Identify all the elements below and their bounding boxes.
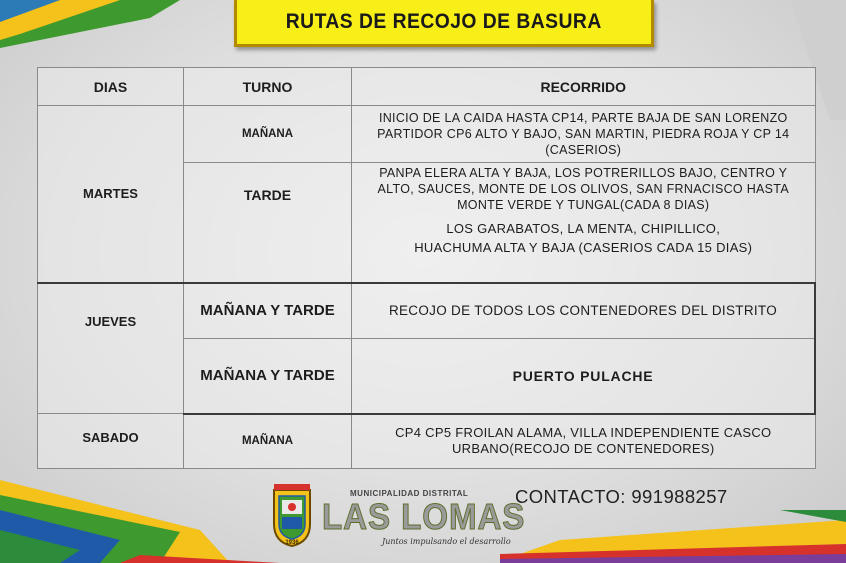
table-row [38,283,816,339]
route-martes-tarde-1: PANPA ELERA ALTA Y BAJA, LOS POTRERILLOS BAJO, CENTRO Y ALTO, SAUCES, MONTE DE LOS OLIVOS, SAN FRNACISCO HASTA MONTE VERDE Y TUNGAL(CADA 8 DIAS) [377,166,789,212]
route-martes-tarde-2: LOS GARABATOS, LA MENTA, CHIPILLICO, HUACHUMA ALTA Y BAJA (CASERIOS CADA 15 DIAS) [414,221,753,255]
route-martes-tarde [352,163,816,283]
day-jueves: JUEVES [38,283,184,414]
route-jueves-1: RECOJO DE TODOS LOS CONTENEDORES DEL DISTRITO [352,283,816,339]
turno-sabado-manana: MAÑANA [184,414,352,469]
table-row [38,414,816,469]
turno-martes-manana: MAÑANA [184,106,352,163]
day-sabado: SABADO [38,414,184,469]
municipality-name: LAS LOMAS [322,496,526,537]
bottom-right-decoration [500,510,846,563]
municipality-slogan: Juntos impulsando el desarrollo [382,537,511,546]
route-sabado-manana: CP4 CP5 FROILAN ALAMA, VILLA INDEPENDIENTE CASCO URBANO(RECOJO DE CONTENEDORES) [352,414,816,469]
crest-year: 1936 [285,540,299,546]
top-left-decoration [0,0,180,50]
turno-jueves-2: MAÑANA Y TARDE [184,339,352,414]
contact-phone: CONTACTO: 991988257 [515,486,728,507]
municipality-label: MUNICIPALIDAD DISTRITAL [350,489,469,498]
table-row [38,106,816,163]
page-title: RUTAS DE RECOJO DE BASURA [285,10,602,33]
table-header-row [38,68,816,106]
route-martes-manana: INICIO DE LA CAIDA HASTA CP14, PARTE BAJA DE SAN LORENZO PARTIDOR CP6 ALTO Y BAJO, SAN MARTIN, PIEDRA ROJA Y CP 14 (CASERIOS) [352,106,816,163]
route-jueves-2: PUERTO PULACHE [352,339,816,414]
municipality-crest-icon [270,484,314,548]
turno-jueves-1: MAÑANA Y TARDE [184,283,352,339]
bottom-left-decoration [0,470,280,563]
header-recorrido: RECORRIDO [352,68,816,106]
header-dias: DIAS [38,68,184,106]
title-banner [234,0,654,47]
header-turno: TURNO [184,68,352,106]
day-martes: MARTES [38,106,184,283]
schedule-table [37,67,816,469]
turno-martes-tarde: TARDE [184,163,352,283]
